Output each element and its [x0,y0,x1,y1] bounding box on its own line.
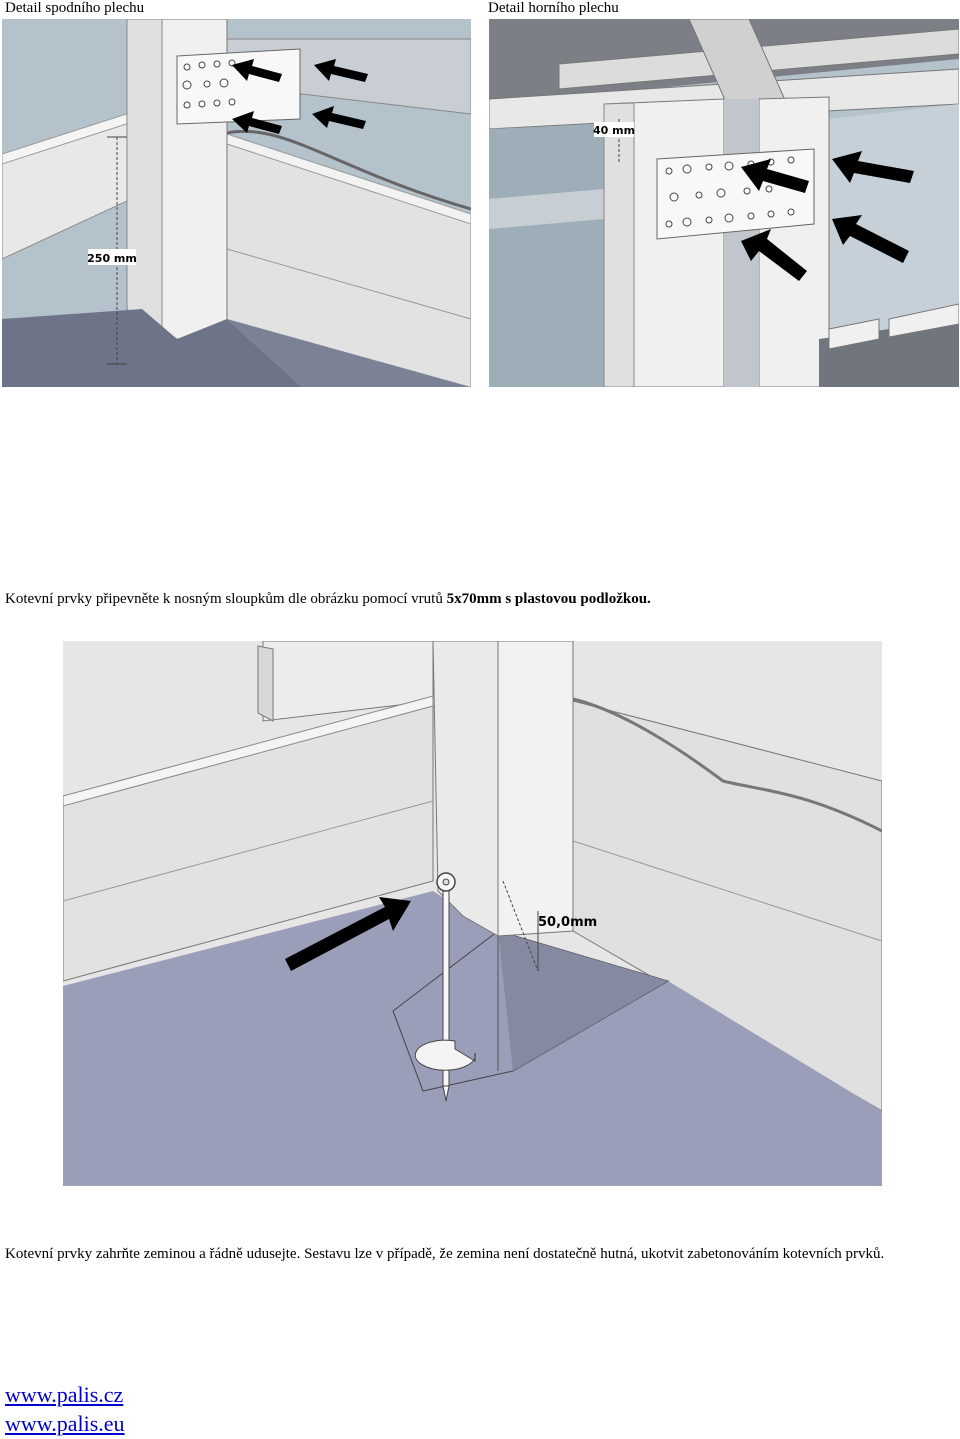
bottom-dimension-label: 250 mm [87,252,137,265]
link-palis-eu[interactable]: www.palis.eu [5,1411,125,1436]
top-dimension-label: 40 mm [592,124,636,137]
instruction-text-1-bold: 5x70mm s plastovou podložkou. [446,591,651,607]
instruction-paragraph-2: Kotevní prvky zahrňte zeminou a řádně udusejte. Sestavu lze v případě, že zemina není dostatečně hutná, ukotvit zabetonováním kotevních prvků. [5,1246,885,1262]
ground-anchor-figure [63,641,882,1186]
footer-links [5,1380,125,1438]
caption-bottom-plate: Detail spodního plechu [5,0,145,16]
instruction-paragraph-1 [5,589,955,609]
top-plate-figure [489,19,959,387]
bottom-plate-figure [2,19,471,387]
caption-top-plate: Detail horního plechu [488,0,619,16]
anchor-dimension-label: 50,0mm [538,915,598,930]
instruction-text-1: Kotevní prvky připevněte k nosným sloupkům dle obrázku pomocí vrutů [5,591,447,607]
link-palis-cz[interactable]: www.palis.cz [5,1382,124,1407]
